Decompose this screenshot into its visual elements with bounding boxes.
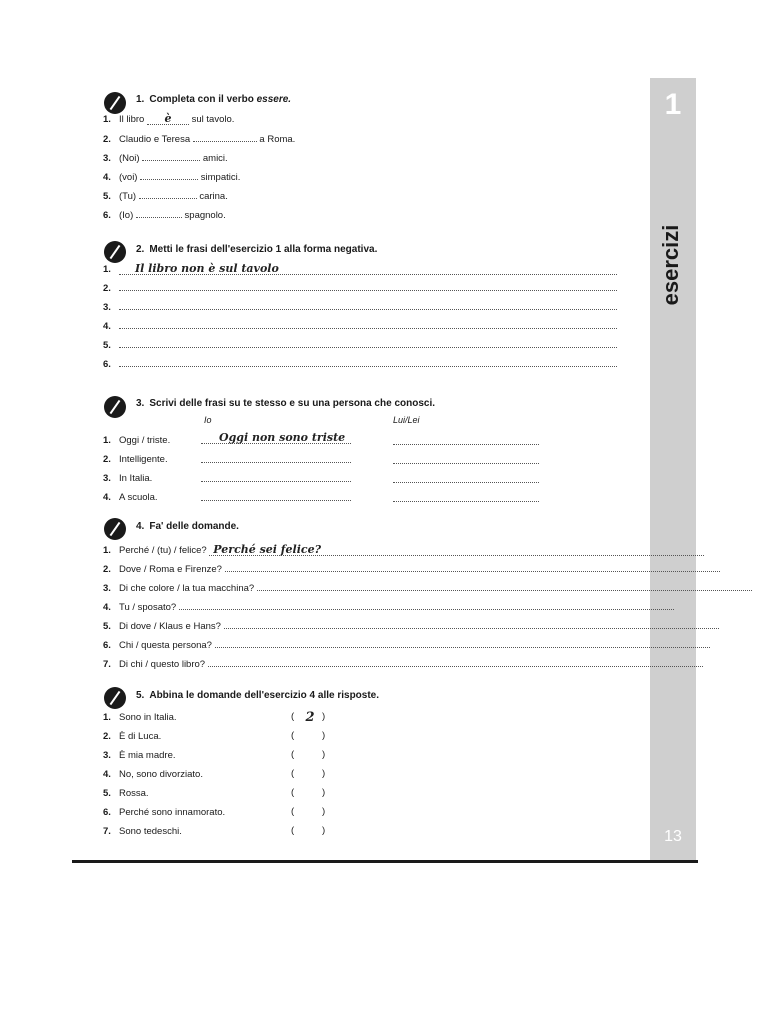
ex5-item xyxy=(103,806,225,820)
pencil-icon xyxy=(104,241,126,263)
item-number: 3. xyxy=(103,302,111,313)
answer-line[interactable] xyxy=(225,563,720,572)
item-text: A scuola. xyxy=(119,492,158,503)
ex5-item xyxy=(103,787,149,801)
answer-blank[interactable] xyxy=(136,208,182,218)
paren-close: ) xyxy=(322,749,326,760)
item-number: 2. xyxy=(103,731,111,742)
item-number: 1. xyxy=(103,435,111,446)
answer-blank[interactable] xyxy=(139,189,197,199)
item-number: 4. xyxy=(103,321,111,332)
item-number: 3. xyxy=(103,153,111,164)
ex2-item xyxy=(103,339,617,353)
paren-open: ( xyxy=(291,749,295,760)
match-answer[interactable]: 2 xyxy=(305,710,315,725)
item-number: 1. xyxy=(103,114,111,125)
item-text: spagnolo. xyxy=(184,210,226,221)
pencil-icon xyxy=(104,518,126,540)
paren-open: ( xyxy=(291,806,295,817)
item-number: 2. xyxy=(103,283,111,294)
ex4-item xyxy=(103,601,674,615)
ex5-item xyxy=(103,730,161,744)
ex4-item xyxy=(103,658,703,672)
item-text: a Roma. xyxy=(259,134,296,145)
paren-close: ) xyxy=(322,768,326,779)
item-number: 5. xyxy=(103,191,111,202)
ex2-item xyxy=(103,282,617,296)
exercise-3-title: 3. Scrivi delle frasi su te stesso e su una persona che conosci. xyxy=(136,398,436,409)
item-text: Perché / (tu) / felice? xyxy=(119,545,207,556)
exercise-5-title: 5. Abbina le domande dell'esercizio 4 alle risposte. xyxy=(136,690,380,701)
item-text: Di che colore / la tua macchina? xyxy=(119,583,255,594)
ex5-item xyxy=(103,825,182,839)
paren-open: ( xyxy=(291,711,295,722)
ex2-item xyxy=(103,263,617,277)
answer-line[interactable] xyxy=(119,339,617,348)
item-text: sul tavolo. xyxy=(191,114,235,125)
item-number: 4. xyxy=(103,602,111,613)
ex2-item xyxy=(103,358,617,372)
column-header-lui-lei: Lui/Lei xyxy=(393,415,420,425)
paren-close: ) xyxy=(322,825,326,836)
item-number: 2. xyxy=(103,564,111,575)
paren-open: ( xyxy=(291,768,295,779)
item-number: 4. xyxy=(103,492,111,503)
column-header-io: Io xyxy=(204,415,212,425)
answer-io[interactable]: Oggi non sono triste xyxy=(201,435,351,444)
ex2-item xyxy=(103,301,617,315)
item-text: In Italia. xyxy=(119,473,153,484)
item-text: È di Luca. xyxy=(119,731,162,742)
ex3-item xyxy=(103,434,170,448)
ex2-item xyxy=(103,320,617,334)
item-number: 4. xyxy=(103,172,111,183)
paren-open: ( xyxy=(291,730,295,741)
answer-blank[interactable]: è xyxy=(147,115,189,125)
ex4-item xyxy=(103,620,719,634)
paren-close: ) xyxy=(322,787,326,798)
item-number: 3. xyxy=(103,583,111,594)
item-text: Perché sono innamorato. xyxy=(119,807,226,818)
item-number: 2. xyxy=(103,134,111,145)
item-text: (voi) xyxy=(119,172,138,183)
item-text: Di dove / Klaus e Hans? xyxy=(119,621,221,632)
chapter-number: 1 xyxy=(664,88,682,121)
item-text: (Noi) xyxy=(119,153,140,164)
pencil-icon xyxy=(104,92,126,114)
item-text: Rossa. xyxy=(119,788,149,799)
answer-io[interactable] xyxy=(201,473,351,482)
answer-line[interactable] xyxy=(208,658,703,667)
answer-blank[interactable] xyxy=(142,151,200,161)
item-number: 4. xyxy=(103,769,111,780)
exercise-4-title: 4. Fa' delle domande. xyxy=(136,521,239,532)
answer-lui-lei[interactable] xyxy=(393,454,539,464)
item-number: 6. xyxy=(103,210,111,221)
item-number: 3. xyxy=(103,750,111,761)
item-text: Dove / Roma e Firenze? xyxy=(119,564,222,575)
ex5-item xyxy=(103,711,177,725)
answer-line[interactable]: Perché sei felice? xyxy=(209,547,704,556)
item-number: 5. xyxy=(103,340,111,351)
ex5-item xyxy=(103,749,176,763)
paren-close: ) xyxy=(322,711,326,722)
ex3-item xyxy=(103,453,168,467)
item-number: 1. xyxy=(103,545,111,556)
answer-io[interactable] xyxy=(201,492,351,501)
ex1-item xyxy=(103,170,240,184)
answer-io[interactable] xyxy=(201,454,351,463)
pencil-icon xyxy=(104,396,126,418)
item-number: 6. xyxy=(103,640,111,651)
page-number: 13 xyxy=(664,828,682,845)
ex1-item xyxy=(103,189,228,203)
ex1-item xyxy=(103,113,234,127)
chapter-sidebar xyxy=(650,78,696,862)
item-text: Di chi / questo libro? xyxy=(119,659,206,670)
answer-line[interactable] xyxy=(119,320,617,329)
item-number: 6. xyxy=(103,807,111,818)
answer-lui-lei[interactable] xyxy=(393,473,539,483)
item-text: Sono in Italia. xyxy=(119,712,177,723)
item-text: (Tu) xyxy=(119,191,137,202)
answer-line[interactable]: Il libro non è sul tavolo xyxy=(119,266,617,275)
item-text: Tu / sposato? xyxy=(119,602,177,613)
item-number: 2. xyxy=(103,454,111,465)
ex4-item xyxy=(103,563,720,577)
paren-open: ( xyxy=(291,825,295,836)
item-text: È mia madre. xyxy=(119,750,176,761)
paren-close: ) xyxy=(322,806,326,817)
answer-line[interactable] xyxy=(215,639,710,648)
item-number: 1. xyxy=(103,712,111,723)
answer-line[interactable] xyxy=(119,282,617,291)
ex3-item xyxy=(103,491,158,505)
item-text: Intelligente. xyxy=(119,454,168,465)
item-text: Oggi / triste. xyxy=(119,435,171,446)
ex5-item xyxy=(103,768,203,782)
ex4-item xyxy=(103,544,704,558)
item-number: 5. xyxy=(103,621,111,632)
item-text: carina. xyxy=(199,191,228,202)
ex4-item xyxy=(103,582,752,596)
item-text: Il libro xyxy=(119,114,145,125)
paren-close: ) xyxy=(322,730,326,741)
answer-lui-lei[interactable] xyxy=(393,435,539,445)
paren-open: ( xyxy=(291,787,295,798)
item-number: 5. xyxy=(103,788,111,799)
answer-blank[interactable] xyxy=(193,132,257,142)
item-text: Claudio e Teresa xyxy=(119,134,191,145)
answer-line[interactable] xyxy=(224,620,719,629)
bottom-rule xyxy=(72,860,698,863)
item-number: 7. xyxy=(103,826,111,837)
item-number: 1. xyxy=(103,264,111,275)
pencil-icon xyxy=(104,687,126,709)
exercise-2-title: 2. Metti le frasi dell'esercizio 1 alla forma negativa. xyxy=(136,244,378,255)
ex1-item xyxy=(103,208,226,222)
item-number: 7. xyxy=(103,659,111,670)
item-text: simpatici. xyxy=(200,172,241,183)
item-number: 3. xyxy=(103,473,111,484)
ex1-item xyxy=(103,151,228,165)
item-number: 6. xyxy=(103,359,111,370)
ex4-item xyxy=(103,639,710,653)
answer-line[interactable] xyxy=(179,601,674,610)
ex1-item xyxy=(103,132,295,146)
item-text: Sono tedeschi. xyxy=(119,826,182,837)
item-text: Chi / questa persona? xyxy=(119,640,212,651)
answer-line[interactable] xyxy=(119,301,617,310)
answer-lui-lei[interactable] xyxy=(393,492,539,502)
answer-line[interactable] xyxy=(119,358,617,367)
section-label: esercizi xyxy=(658,224,683,306)
ex3-item xyxy=(103,472,152,486)
exercise-1-title: 1. Completa con il verbo essere. xyxy=(136,94,292,105)
answer-line[interactable] xyxy=(257,582,752,591)
item-text: (Io) xyxy=(119,210,134,221)
item-text: No, sono divorziato. xyxy=(119,769,203,780)
answer-blank[interactable] xyxy=(140,170,198,180)
item-text: amici. xyxy=(202,153,228,164)
